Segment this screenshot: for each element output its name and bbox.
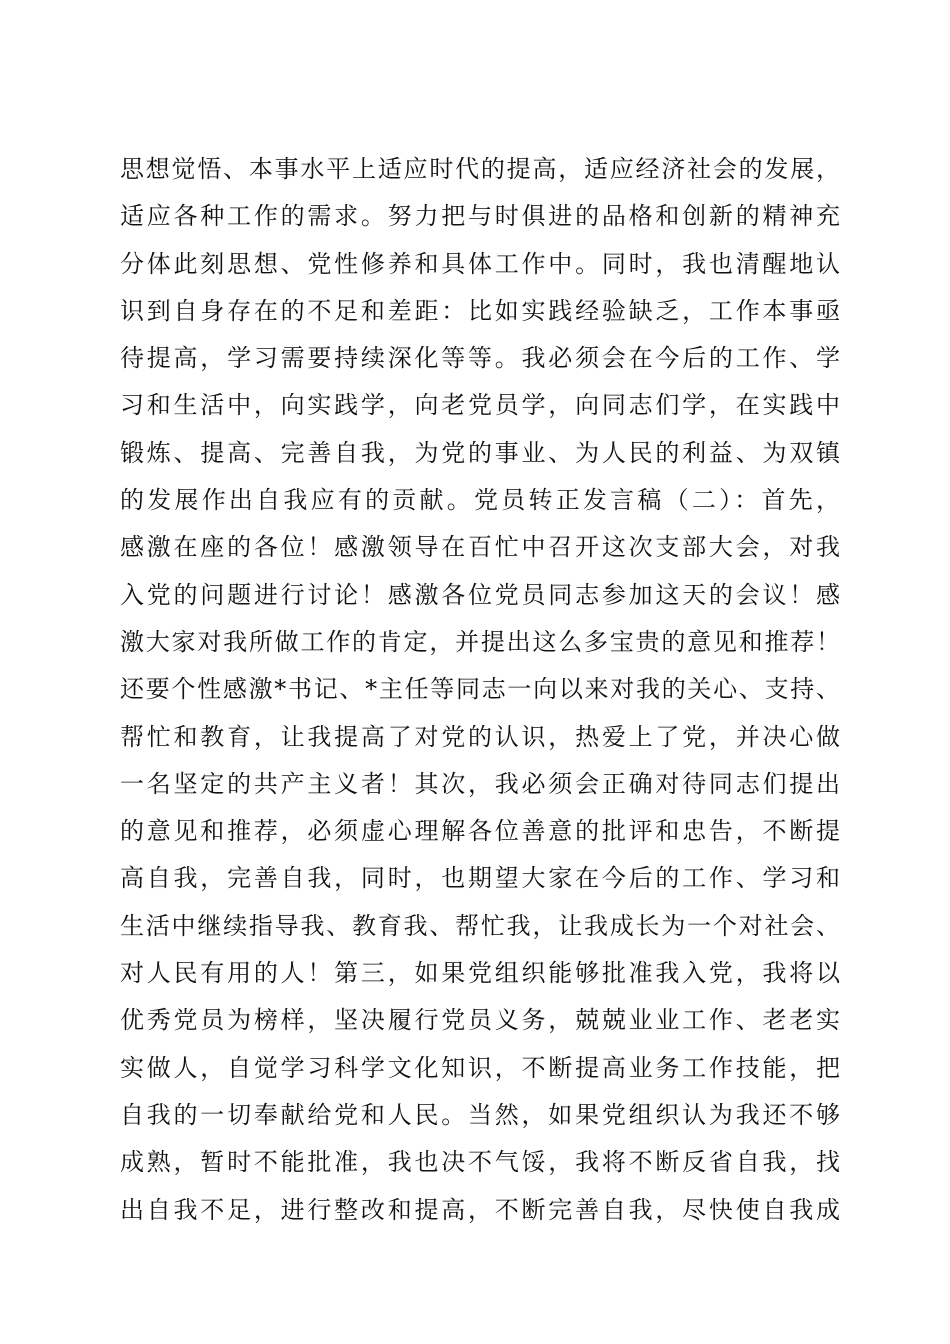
text-line: 高自我，完善自我，同时，也期望大家在今后的工作、学习和 xyxy=(120,864,840,893)
text-line: 的发展作出自我应有的贡献。党员转正发言稿（二）：首先， xyxy=(120,486,840,515)
text-line: 分体此刻思想、党性修养和具体工作中。同时，我也清醒地认 xyxy=(120,249,840,278)
text-line: 优秀党员为榜样，坚决履行党员义务，兢兢业业工作、老老实 xyxy=(120,1006,840,1035)
text-line: 的意见和推荐，必须虚心理解各位善意的批评和忠告，不断提 xyxy=(120,817,840,846)
text-line: 习和生活中，向实践学，向老党员学，向同志们学，在实践中 xyxy=(120,391,840,420)
text-line: 对人民有用的人！第三，如果党组织能够批准我入党，我将以 xyxy=(120,959,840,988)
text-line: 自我的一切奉献给党和人民。当然，如果党组织认为我还不够 xyxy=(120,1100,840,1129)
text-line: 还要个性感激*书记、*主任等同志一向以来对我的关心、支持、 xyxy=(120,675,840,704)
text-line: 识到自身存在的不足和差距：比如实践经验缺乏，工作本事亟 xyxy=(120,296,840,325)
text-line: 一名坚定的共产主义者！其次，我必须会正确对待同志们提出 xyxy=(120,769,840,798)
text-line: 适应各种工作的需求。努力把与时俱进的品格和创新的精神充 xyxy=(120,202,840,231)
text-line: 锻炼、提高、完善自我，为党的事业、为人民的利益、为双镇 xyxy=(120,438,840,467)
text-line: 入党的问题进行讨论！感激各位党员同志参加这天的会议！感 xyxy=(120,580,840,609)
text-line: 帮忙和教育，让我提高了对党的认识，热爱上了党，并决心做 xyxy=(120,722,840,751)
text-line: 激大家对我所做工作的肯定，并提出这么多宝贵的意见和推荐！ xyxy=(120,627,840,656)
text-line: 出自我不足，进行整改和提高，不断完善自我，尽快使自我成 xyxy=(120,1195,840,1224)
text-line: 实做人，自觉学习科学文化知识，不断提高业务工作技能，把 xyxy=(120,1053,840,1082)
text-line: 思想觉悟、本事水平上适应时代的提高，适应经济社会的发展， xyxy=(120,155,840,183)
text-line: 成熟，暂时不能批准，我也决不气馁，我将不断反省自我，找 xyxy=(120,1148,840,1177)
body-text xyxy=(120,146,840,1234)
text-line: 生活中继续指导我、教育我、帮忙我，让我成长为一个对社会、 xyxy=(120,911,840,940)
text-line: 待提高，学习需要持续深化等等。我必须会在今后的工作、学 xyxy=(120,344,840,373)
text-line: 感激在座的各位！感激领导在百忙中召开这次支部大会，对我 xyxy=(120,533,840,562)
